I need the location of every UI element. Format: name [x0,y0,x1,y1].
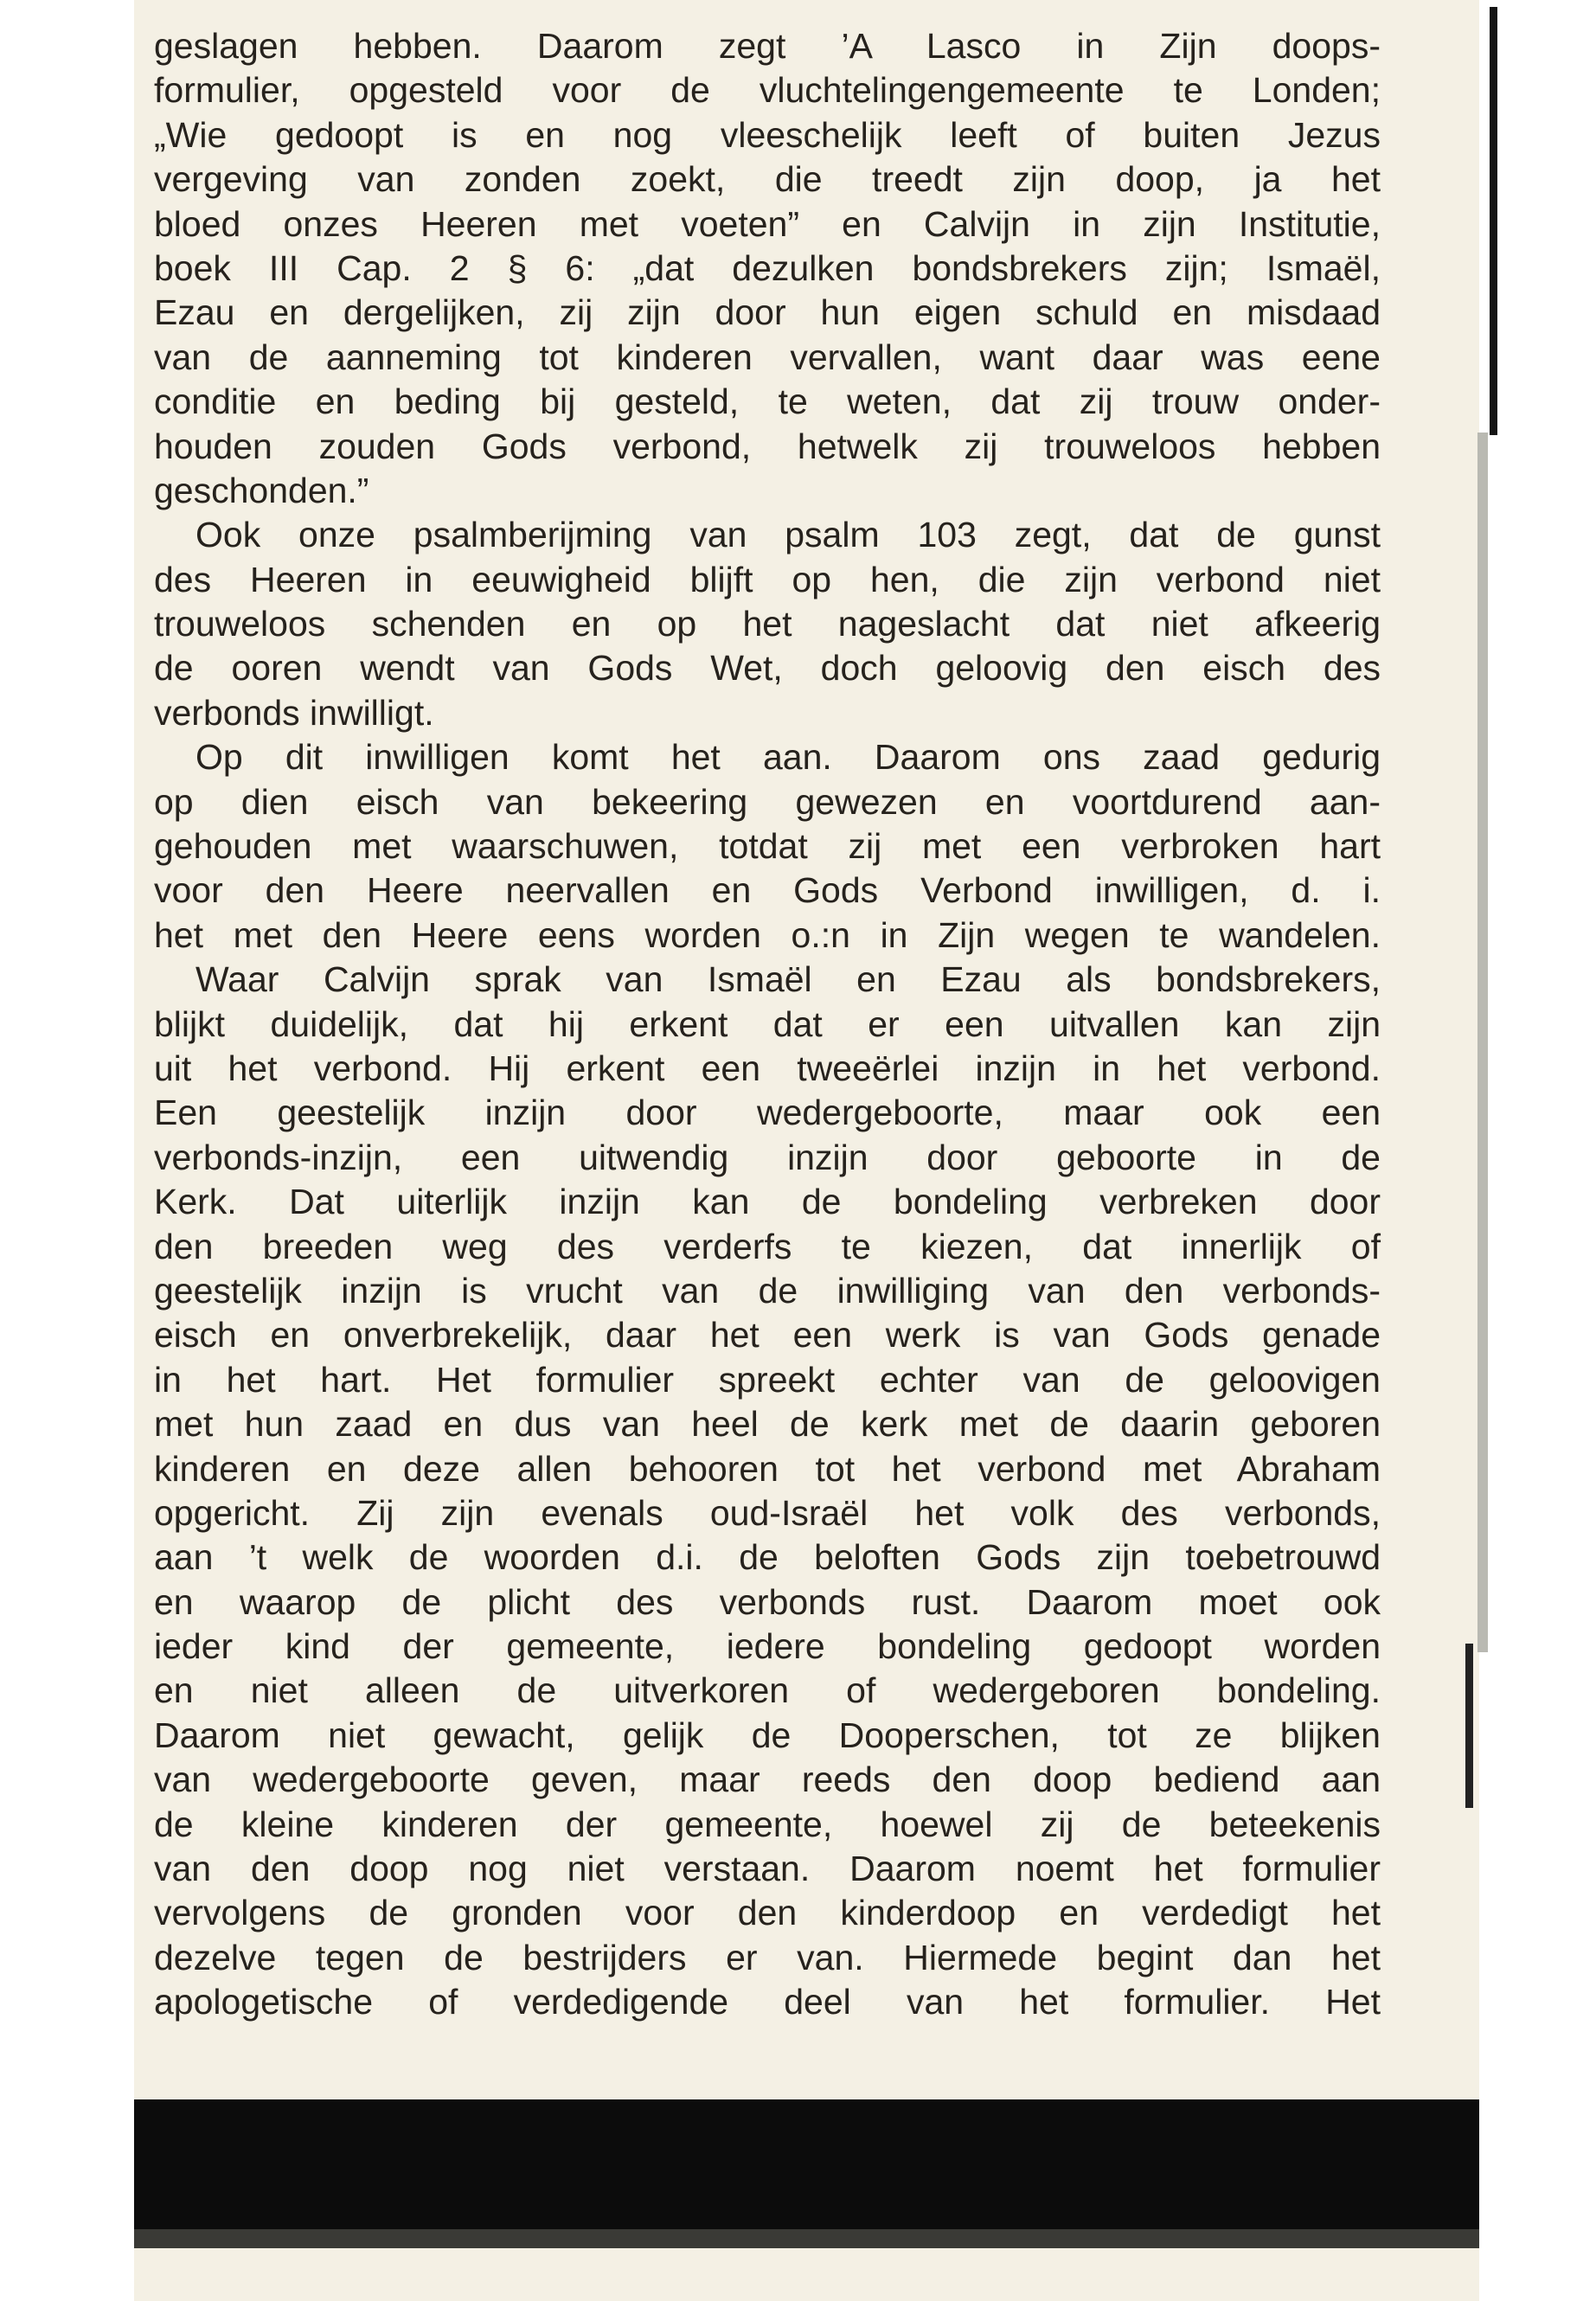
text-line: de ooren wendt van Gods Wet, doch geloovig den eisch des [154,648,1381,689]
text-line: opgericht. Zij zijn evenals oud-Israël het volk des verbonds, [154,1492,1381,1533]
text-line: en niet alleen de uitverkoren of wedergeboren bondeling. [154,1670,1381,1711]
text-line: kinderen en deze allen behooren tot het verbond met Abraham [154,1448,1381,1489]
text-line: gehouden met waarschuwen, totdat zij met een verbroken hart [154,826,1381,867]
text-line: Daarom niet gewacht, gelijk de Dooperschen, tot ze blijken [154,1715,1381,1755]
text-line: aan ’t welk de woorden d.i. de beloften Gods zijn toebetrouwd [154,1537,1381,1578]
text-line: op dien eisch van bekeering gewezen en voortdurend aan- [154,781,1381,822]
text-line: eisch en onverbrekelijk, daar het een werk is van Gods genade [154,1315,1381,1356]
text-line: Kerk. Dat uiterlijk inzijn kan de bondeling verbreken door [154,1182,1381,1222]
text-line: Ezau en dergelijken, zij zijn door hun eigen schuld en misdaad [154,292,1381,333]
text-line: Waar Calvijn sprak van Ismaël en Ezau als bondsbrekers, [195,959,1381,1000]
text-line: geschonden.” [154,470,369,510]
body-text [154,24,1381,2025]
text-line: van de aanneming tot kinderen vervallen, want daar was eene [154,336,1381,377]
text-line: voor den Heere neervallen en Gods Verbond inwilligen, d. i. [154,870,1381,911]
text-line: dezelve tegen de bestrijders er van. Hiermede begint dan het [154,1937,1381,1977]
text-line: Ook onze psalmberijming van psalm 103 zegt, dat de gunst [195,515,1381,555]
text-line: vervolgens de gronden voor den kinderdoop en verdedigt het [154,1893,1381,1933]
text-line: blijkt duidelijk, dat hij erkent dat er een uitvallen kan zijn [154,1003,1381,1044]
text-line: de kleine kinderen der gemeente, hoewel zij de beteekenis [154,1804,1381,1844]
text-line: uit het verbond. Hij erkent een tweeërlei inzijn in het verbond. [154,1048,1381,1088]
text-line: conditie en beding bij gesteld, te weten, dat zij trouw onder- [154,381,1381,422]
text-line: apologetische of verdedigende deel van het formulier. Het [154,1982,1381,2022]
page-edge-shadow [1490,7,1497,435]
text-line: houden zouden Gods verbond, hetwelk zij trouweloos hebben [154,426,1381,466]
text-line: „Wie gedoopt is en nog vleeschelijk leeft of buiten Jezus [154,114,1381,155]
text-line: en waarop de plicht des verbonds rust. Daarom moet ook [154,1581,1381,1622]
text-line: trouweloos schenden en op het nageslacht dat niet afkeerig [154,604,1381,644]
document-page [145,0,1469,2301]
text-line: van wedergeboorte geven, maar reeds den doop bediend aan [154,1759,1381,1800]
text-line: vergeving van zonden zoekt, die treedt zijn doop, ja het [154,159,1381,200]
text-line: bloed onzes Heeren met voeten” en Calvijn in zijn Institutie, [154,203,1381,244]
scan-bottom-edge [134,2229,1479,2248]
text-line: Op dit inwilligen komt het aan. Daarom ons zaad gedurig [195,737,1381,778]
text-line: formulier, opgesteld voor de vluchtelingengemeente te Londen; [154,70,1381,111]
text-line: ieder kind der gemeente, iedere bondeling gedoopt worden [154,1626,1381,1667]
scan-bottom-shadow [134,2099,1479,2229]
text-line: geslagen hebben. Daarom zegt ’A Lasco in Zijn doops- [154,26,1381,66]
text-line: verbonds inwilligt. [154,692,434,733]
text-line: verbonds-inzijn, een uitwendig inzijn door geboorte in de [154,1137,1381,1177]
text-line: boek III Cap. 2 § 6: „dat dezulken bondsbrekers zijn; Ismaël, [154,247,1381,288]
text-line: van den doop nog niet verstaan. Daarom noemt het formulier [154,1849,1381,1889]
text-line: den breeden weg des verderfs te kiezen, dat innerlijk of [154,1226,1381,1266]
text-line: geestelijk inzijn is vrucht van de inwilliging van den verbonds- [154,1270,1381,1311]
text-line: het met den Heere eens worden o.:n in Zijn wegen te wandelen. [154,914,1381,955]
text-line: Een geestelijk inzijn door wedergeboorte, maar ook een [154,1093,1381,1133]
text-line: des Heeren in eeuwigheid blijft op hen, die zijn verbond niet [154,559,1381,599]
text-line: met hun zaad en dus van heel de kerk met de daarin geboren [154,1404,1381,1445]
text-line: in het hart. Het formulier spreekt echter van de geloovigen [154,1359,1381,1400]
page-edge-shadow [1477,433,1488,1652]
